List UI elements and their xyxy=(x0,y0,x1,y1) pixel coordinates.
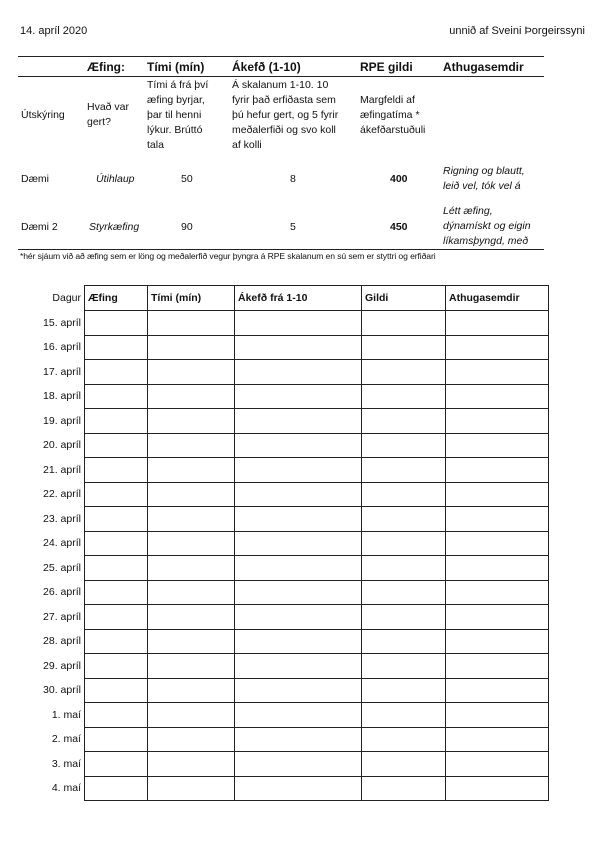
log-cell-value[interactable] xyxy=(362,360,446,385)
table-row xyxy=(20,703,549,728)
log-cell-exercise[interactable] xyxy=(85,335,148,360)
document-author: unnið af Sveini Þorgeirssyni xyxy=(449,25,585,37)
log-cell-exercise[interactable] xyxy=(85,556,148,581)
log-day-label: 3. maí xyxy=(51,757,81,770)
table-row xyxy=(20,580,549,605)
log-cell-intensity[interactable] xyxy=(235,360,362,385)
log-cell-exercise[interactable] xyxy=(85,629,148,654)
log-cell-time[interactable] xyxy=(148,507,235,532)
log-cell-time[interactable] xyxy=(148,458,235,483)
log-cell-time[interactable] xyxy=(148,727,235,752)
log-cell-notes[interactable] xyxy=(446,678,549,703)
log-day-label: 1. maí xyxy=(51,708,81,721)
log-cell-notes[interactable] xyxy=(446,556,549,581)
log-cell-notes[interactable] xyxy=(446,335,549,360)
log-day-label: 26. apríl xyxy=(43,586,81,599)
table-row xyxy=(20,458,549,483)
log-cell-value[interactable] xyxy=(362,727,446,752)
explanation-exercise: Hvað var gert? xyxy=(87,101,130,128)
log-cell-time[interactable] xyxy=(148,654,235,679)
log-cell-value[interactable] xyxy=(362,409,446,434)
log-cell-notes[interactable] xyxy=(446,654,549,679)
table-bottom-rule xyxy=(18,249,544,250)
log-day-label: 27. apríl xyxy=(43,610,81,623)
log-header-notes: Athugasemdir xyxy=(446,286,549,311)
log-cell-intensity[interactable] xyxy=(235,384,362,409)
log-cell-time[interactable] xyxy=(148,776,235,801)
col-header-time: Tími (mín) xyxy=(147,60,205,74)
log-cell-value[interactable] xyxy=(362,678,446,703)
training-log-table xyxy=(20,285,549,801)
log-day-label: 28. apríl xyxy=(43,635,81,648)
log-cell-notes[interactable] xyxy=(446,703,549,728)
log-cell-exercise[interactable] xyxy=(85,752,148,777)
log-day-label: 29. apríl xyxy=(43,659,81,672)
row-label-example-1: Dæmi xyxy=(21,173,49,185)
log-cell-intensity[interactable] xyxy=(235,507,362,532)
example-1-notes: Rigning og blautt, leið vel, tók vel á xyxy=(443,165,525,192)
log-body xyxy=(20,311,549,801)
table-row xyxy=(20,776,549,801)
log-cell-notes[interactable] xyxy=(446,507,549,532)
log-cell-notes[interactable] xyxy=(446,311,549,336)
col-header-intensity: Ákefð (1-10) xyxy=(232,60,301,74)
log-day-label: 24. apríl xyxy=(43,537,81,550)
table-row xyxy=(20,727,549,752)
log-cell-intensity[interactable] xyxy=(235,752,362,777)
log-day-label: 23. apríl xyxy=(43,512,81,525)
log-cell-time[interactable] xyxy=(148,335,235,360)
log-cell-exercise[interactable] xyxy=(85,458,148,483)
example-2-time: 90 xyxy=(181,221,193,233)
log-cell-time[interactable] xyxy=(148,703,235,728)
log-cell-intensity[interactable] xyxy=(235,605,362,630)
log-cell-exercise[interactable] xyxy=(85,580,148,605)
explanation-intensity: Á skalanum 1-10. 10 fyrir það erfiðasta sem þú hefur gert, og 5 fyrir meðalerfiði og svo koll af kolli xyxy=(232,79,339,151)
log-cell-time[interactable] xyxy=(148,409,235,434)
log-cell-value[interactable] xyxy=(362,458,446,483)
log-cell-value[interactable] xyxy=(362,605,446,630)
document-date: 14. apríl 2020 xyxy=(20,25,88,37)
header-rule xyxy=(18,76,544,77)
table-row xyxy=(20,409,549,434)
log-cell-value[interactable] xyxy=(362,556,446,581)
log-cell-time[interactable] xyxy=(148,678,235,703)
log-cell-intensity[interactable] xyxy=(235,727,362,752)
log-cell-time[interactable] xyxy=(148,752,235,777)
log-cell-value[interactable] xyxy=(362,507,446,532)
log-cell-intensity[interactable] xyxy=(235,629,362,654)
log-cell-exercise[interactable] xyxy=(85,507,148,532)
log-day-label: 20. apríl xyxy=(43,439,81,452)
log-header-row xyxy=(20,286,549,311)
table-row xyxy=(20,654,549,679)
log-cell-value[interactable] xyxy=(362,335,446,360)
log-cell-exercise[interactable] xyxy=(85,776,148,801)
log-day-label: 18. apríl xyxy=(43,390,81,403)
log-day-label: 25. apríl xyxy=(43,561,81,574)
example-2-notes: Létt æfing, dýnamískt og eigin líkamsþyngd, með xyxy=(443,205,531,247)
log-cell-value[interactable] xyxy=(362,629,446,654)
log-cell-value[interactable] xyxy=(362,752,446,777)
log-cell-intensity[interactable] xyxy=(235,580,362,605)
log-cell-intensity[interactable] xyxy=(235,703,362,728)
log-header-exercise: Æfing xyxy=(85,286,148,311)
log-cell-value[interactable] xyxy=(362,703,446,728)
log-cell-time[interactable] xyxy=(148,531,235,556)
log-day-label: 16. apríl xyxy=(43,341,81,354)
example-2-rpe: 450 xyxy=(390,221,408,233)
log-cell-notes[interactable] xyxy=(446,433,549,458)
log-cell-notes[interactable] xyxy=(446,776,549,801)
col-header-exercise: Æfing: xyxy=(87,60,125,74)
table-row xyxy=(20,531,549,556)
example-2-intensity: 5 xyxy=(290,221,296,233)
log-cell-exercise[interactable] xyxy=(85,727,148,752)
log-cell-intensity[interactable] xyxy=(235,458,362,483)
example-1-rpe: 400 xyxy=(390,173,408,185)
log-header-time: Tími (mín) xyxy=(148,286,235,311)
table-row xyxy=(20,482,549,507)
row-label-explanation: Útskýring xyxy=(21,109,65,121)
log-day-label: 21. apríl xyxy=(43,463,81,476)
log-day-label: 15. apríl xyxy=(43,316,81,329)
table-row xyxy=(20,556,549,581)
log-cell-time[interactable] xyxy=(148,556,235,581)
log-cell-exercise[interactable] xyxy=(85,654,148,679)
explanation-time: Tími á frá því æfing byrjar, þar til henni lýkur. Brúttó tala xyxy=(147,79,209,151)
log-cell-value[interactable] xyxy=(362,776,446,801)
log-cell-notes[interactable] xyxy=(446,752,549,777)
footnote: *hér sjáum við að æfing sem er löng og meðalerfið vegur þyngra á RPE skalanum en sú sem er styttri og erfiðari xyxy=(20,251,436,261)
log-cell-notes[interactable] xyxy=(446,531,549,556)
log-cell-exercise[interactable] xyxy=(85,703,148,728)
log-cell-value[interactable] xyxy=(362,654,446,679)
example-1-exercise: Útihlaup xyxy=(96,173,135,185)
table-row xyxy=(20,360,549,385)
log-cell-value[interactable] xyxy=(362,433,446,458)
log-cell-exercise[interactable] xyxy=(85,409,148,434)
log-cell-time[interactable] xyxy=(148,311,235,336)
log-cell-time[interactable] xyxy=(148,605,235,630)
log-cell-time[interactable] xyxy=(148,482,235,507)
table-row xyxy=(20,752,549,777)
table-row xyxy=(20,678,549,703)
log-cell-time[interactable] xyxy=(148,384,235,409)
log-cell-intensity[interactable] xyxy=(235,654,362,679)
log-cell-intensity[interactable] xyxy=(235,335,362,360)
example-1-time: 50 xyxy=(181,173,193,185)
log-cell-notes[interactable] xyxy=(446,409,549,434)
log-cell-notes[interactable] xyxy=(446,629,549,654)
log-cell-intensity[interactable] xyxy=(235,409,362,434)
log-cell-intensity[interactable] xyxy=(235,531,362,556)
log-cell-time[interactable] xyxy=(148,360,235,385)
log-header-value: Gildi xyxy=(362,286,446,311)
log-header-intensity: Ákefð frá 1-10 xyxy=(235,286,362,311)
log-header-day: Dagur xyxy=(52,292,81,304)
example-1-intensity: 8 xyxy=(290,173,296,185)
log-day-label: 19. apríl xyxy=(43,414,81,427)
log-cell-intensity[interactable] xyxy=(235,311,362,336)
table-row xyxy=(20,335,549,360)
log-day-label: 4. maí xyxy=(51,782,81,795)
log-cell-intensity[interactable] xyxy=(235,776,362,801)
table-row xyxy=(20,605,549,630)
row-label-example-2: Dæmi 2 xyxy=(21,221,58,233)
log-cell-exercise[interactable] xyxy=(85,605,148,630)
explanation-rpe: Margfeldi af æfingatíma * ákefðarstuðuli xyxy=(360,94,426,136)
log-cell-exercise[interactable] xyxy=(85,311,148,336)
log-cell-intensity[interactable] xyxy=(235,556,362,581)
log-cell-notes[interactable] xyxy=(446,482,549,507)
log-cell-value[interactable] xyxy=(362,311,446,336)
log-cell-exercise[interactable] xyxy=(85,482,148,507)
log-cell-exercise[interactable] xyxy=(85,384,148,409)
log-cell-value[interactable] xyxy=(362,580,446,605)
table-row xyxy=(20,629,549,654)
col-header-notes: Athugasemdir xyxy=(443,60,524,74)
log-cell-notes[interactable] xyxy=(446,458,549,483)
table-row xyxy=(20,311,549,336)
log-cell-intensity[interactable] xyxy=(235,678,362,703)
log-cell-value[interactable] xyxy=(362,384,446,409)
log-cell-notes[interactable] xyxy=(446,384,549,409)
log-cell-value[interactable] xyxy=(362,531,446,556)
example-2-exercise: Styrkæfing xyxy=(89,221,140,233)
log-cell-exercise[interactable] xyxy=(85,360,148,385)
log-day-label: 30. apríl xyxy=(43,684,81,697)
log-cell-exercise[interactable] xyxy=(85,433,148,458)
log-cell-notes[interactable] xyxy=(446,360,549,385)
log-cell-intensity[interactable] xyxy=(235,482,362,507)
table-row xyxy=(20,507,549,532)
log-cell-time[interactable] xyxy=(148,433,235,458)
col-header-rpe: RPE gildi xyxy=(360,60,413,74)
log-cell-intensity[interactable] xyxy=(235,433,362,458)
log-cell-notes[interactable] xyxy=(446,727,549,752)
log-cell-value[interactable] xyxy=(362,482,446,507)
log-day-label: 22. apríl xyxy=(43,488,81,501)
log-cell-exercise[interactable] xyxy=(85,678,148,703)
log-day-label: 2. maí xyxy=(51,733,81,746)
log-day-label: 17. apríl xyxy=(43,365,81,378)
table-row xyxy=(20,384,549,409)
table-row xyxy=(20,433,549,458)
log-cell-time[interactable] xyxy=(148,580,235,605)
log-cell-exercise[interactable] xyxy=(85,531,148,556)
log-cell-notes[interactable] xyxy=(446,580,549,605)
log-cell-time[interactable] xyxy=(148,629,235,654)
log-cell-notes[interactable] xyxy=(446,605,549,630)
table-top-rule xyxy=(18,56,544,57)
